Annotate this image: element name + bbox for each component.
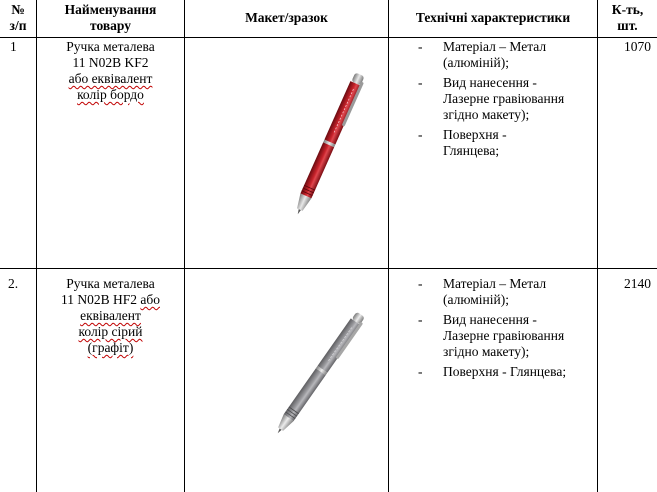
spec-item: - Матеріал – Метал (алюміній); [418, 276, 547, 307]
spec-item: - Матеріал – Метал (алюміній); [418, 39, 547, 70]
header-number: № з/п [9, 2, 27, 33]
header-name: Найменування товару [64, 2, 157, 33]
header-qty: К-ть, шт. [611, 2, 644, 33]
header-specs: Технічні характеристики [415, 10, 571, 25]
grid-line [0, 37, 657, 38]
header-sample: Макет/зразок [245, 10, 328, 25]
row-number: 2. [8, 276, 19, 291]
row-number: 1 [10, 39, 17, 54]
grid-line [184, 0, 185, 492]
grid-line [0, 268, 657, 269]
quantity: 1070 [624, 39, 651, 54]
spec-item: - Поверхня - Глянцева; [418, 364, 567, 379]
specs-list [412, 276, 596, 384]
spec-item: - Вид нанесення - Лазерне гравіювання згідно макету); [418, 312, 565, 359]
specs-list [412, 39, 596, 163]
spec-item: - Вид нанесення - Лазерне гравіювання згідно макету); [418, 75, 565, 122]
quantity: 2140 [624, 276, 651, 291]
grid-line [597, 0, 598, 492]
product-name: Ручка металева 11 N02B HF2 або еквівалент колір сірий (графіт) [60, 276, 160, 355]
burgundy-pen-image [260, 65, 390, 240]
graphite-pen-image [245, 300, 385, 460]
spec-item: - Поверхня - Глянцева; [418, 127, 507, 158]
product-name: Ручка металева 11 N02B KF2 або еквівалент колір бордо [66, 39, 155, 102]
